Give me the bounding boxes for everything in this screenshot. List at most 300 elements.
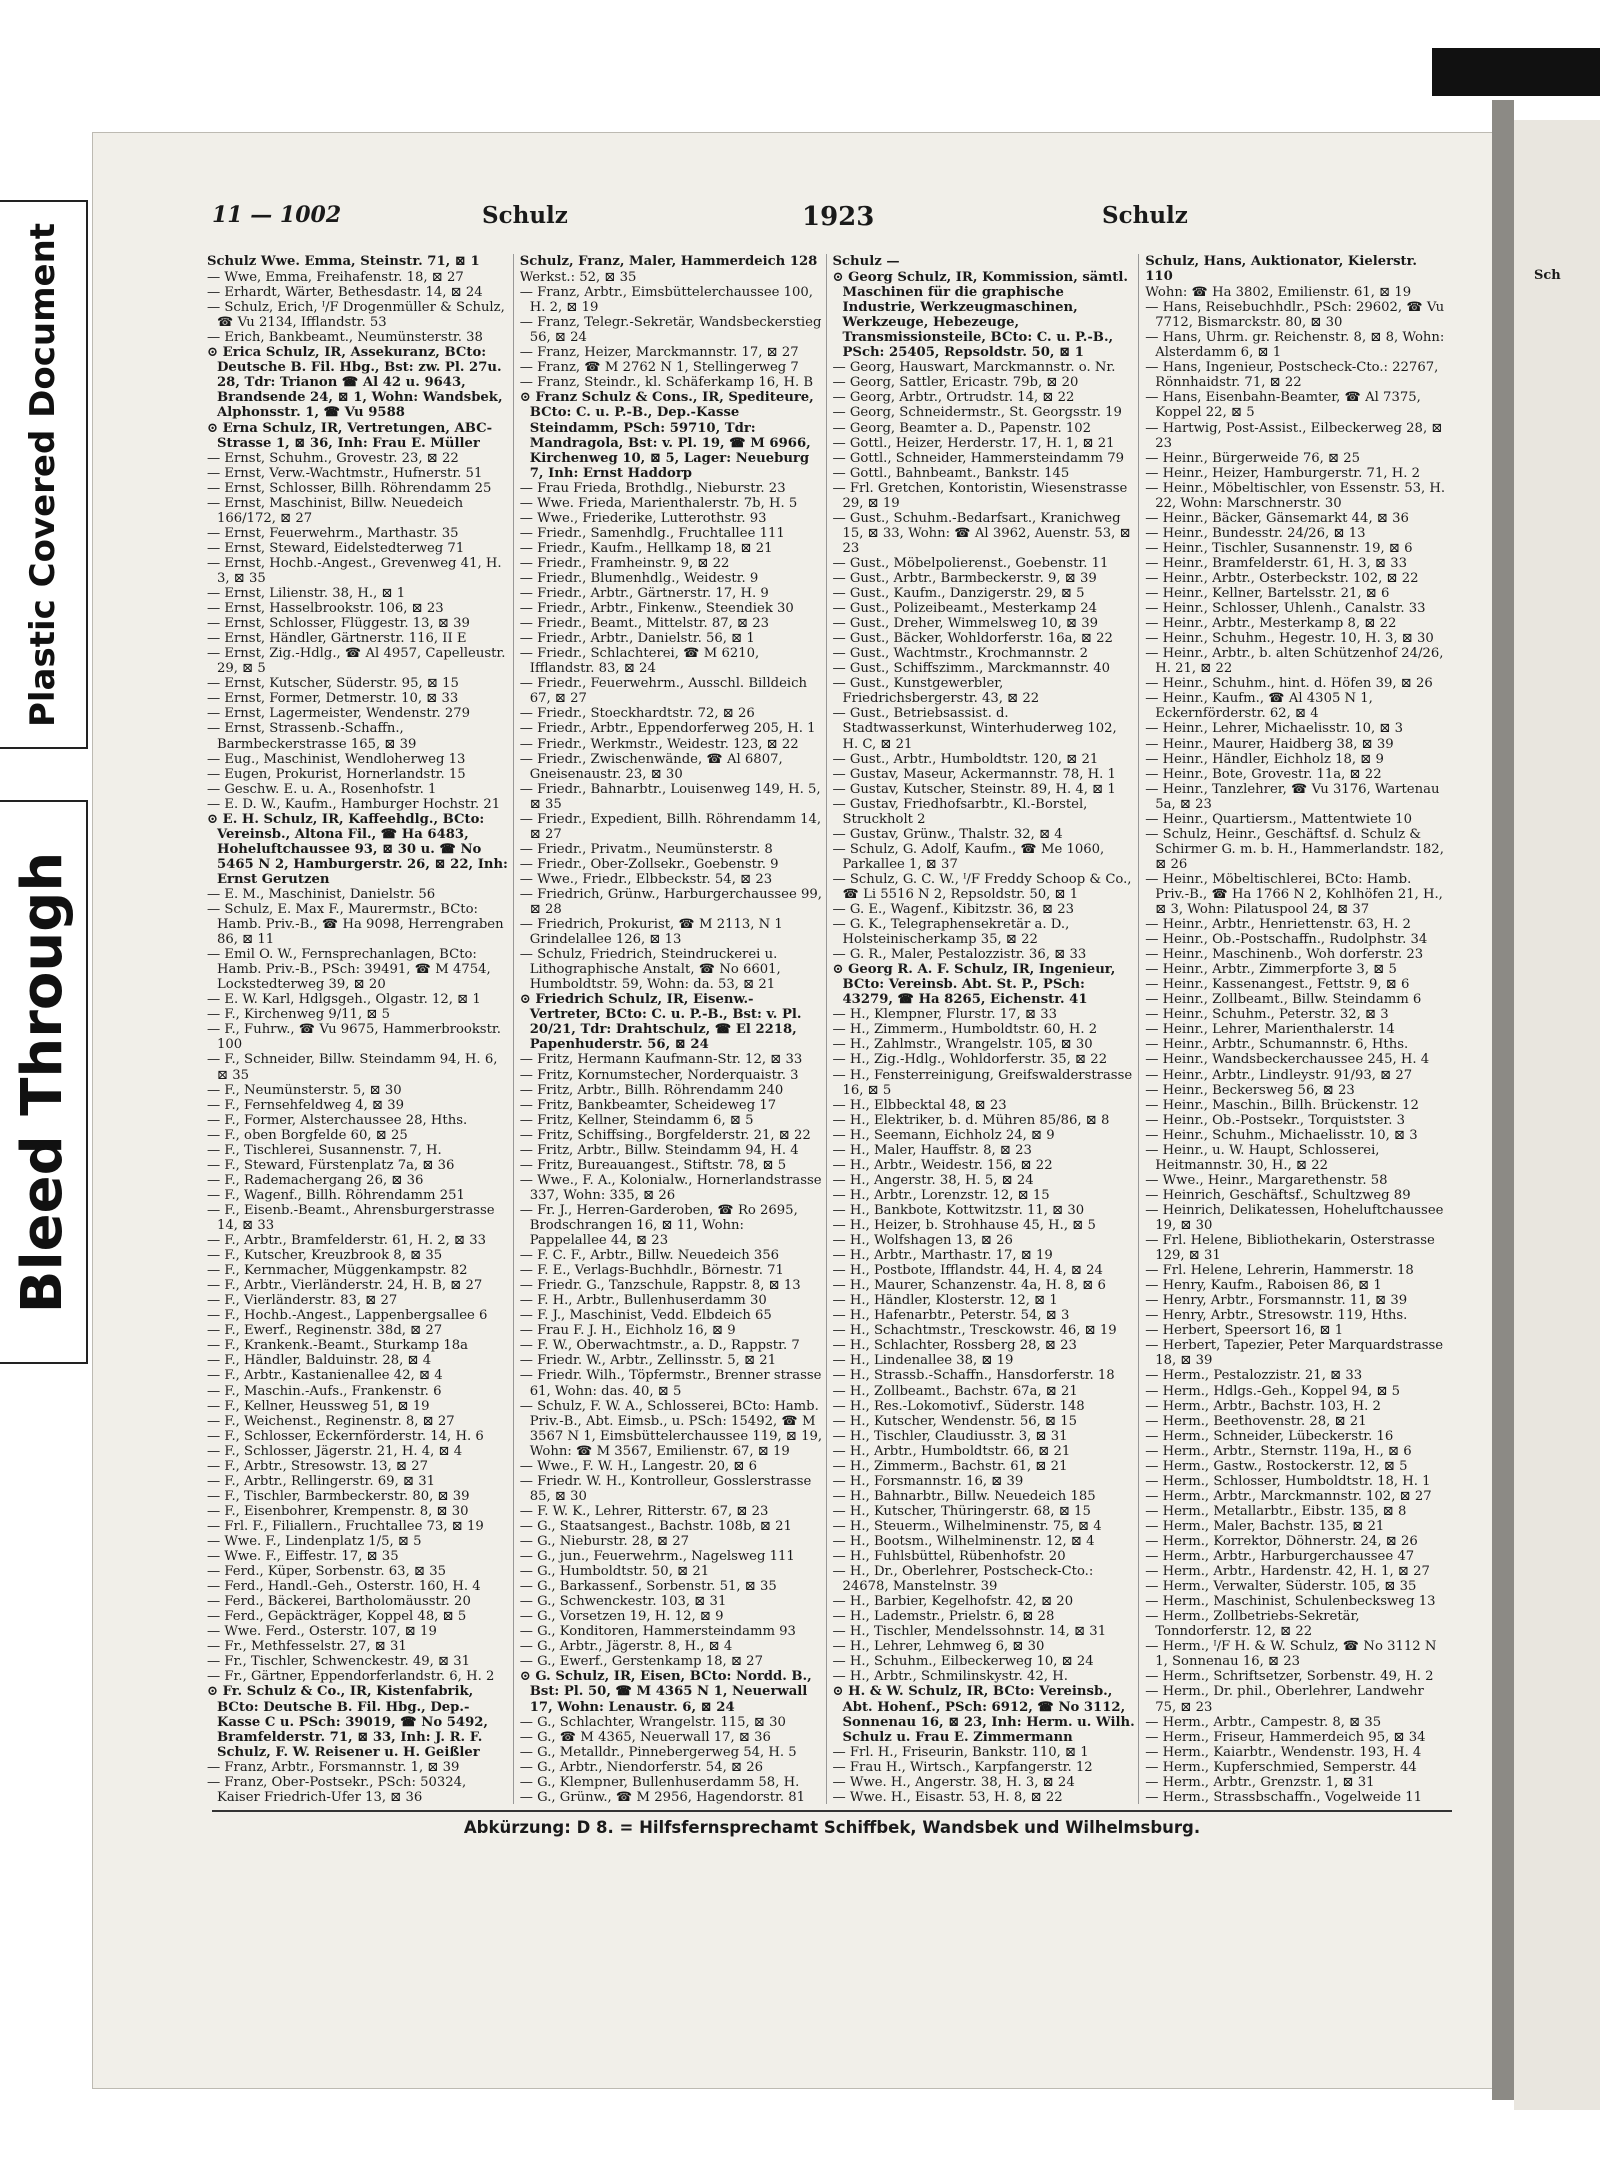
directory-entry: — Ferd., Handl.-Geh., Osterstr. 160, H. 4	[207, 1579, 481, 1595]
directory-entry: — Wwe. Ferd., Osterstr. 107, ⊠ 19	[207, 1624, 437, 1640]
scan-edge-dark-band	[1432, 48, 1600, 96]
directory-entry: — Ferd., Bäckerei, Bartholomäusstr. 20	[207, 1594, 471, 1610]
directory-entry: — Heinr., Bundesstr. 24/26, ⊠ 13	[1145, 525, 1366, 541]
directory-entry: — H., Res.-Lokomotivf., Süderstr. 148	[832, 1398, 1085, 1414]
directory-entry: — H., Kutscher, Wendenstr. 56, ⊠ 15	[832, 1413, 1078, 1429]
directory-entry: — F. E., Verlags-Buchhdlr., Börnestr. 71	[519, 1263, 784, 1279]
directory-entry: — H., Elektriker, b. d. Mühren 85/86, ⊠ 8	[832, 1112, 1110, 1128]
directory-entry: — Herm., Strassbschaffn., Vogelweide 11	[1145, 1789, 1422, 1804]
directory-entry: — Herm., Maler, Bachstr. 135, ⊠ 21	[1145, 1518, 1385, 1534]
directory-entry: — Heinr., Tischler, Susannenstr. 19, ⊠ 6	[1145, 540, 1413, 556]
directory-entry: — Ernst, Maschinist, Billw. Neuedeich 166/172, ⊠ 27	[207, 495, 464, 526]
directory-entry: — Heinr., Bäcker, Gänsemarkt 44, ⊠ 36	[1145, 510, 1409, 526]
directory-entry: — Hans, Ingenieur, Postscheck-Cto.: 22767, Rönnhaidstr. 71, ⊠ 22	[1145, 360, 1439, 391]
directory-entry: — Heinr., Maschinenb., Woh dorferstr. 23	[1145, 947, 1424, 963]
directory-entry: — Heinr., Möbeltischlerei, BCto: Hamb. Priv.-B., ☎ Ha 1766 N 2, Kohlhöfen 21, H., ⊠ 3, Wohn: Pilatuspool 24, ⊠ 37	[1145, 871, 1443, 918]
directory-entry: — G., Grünw., ☎ M 2956, Hagendorstr. 81	[519, 1789, 806, 1804]
directory-entry: — F., Neumünsterstr. 5, ⊠ 30	[207, 1082, 402, 1098]
directory-entry: — Wwe, Emma, Freihafenstr. 18, ⊠ 27	[207, 270, 464, 286]
directory-entry: — G. E., Wagenf., Kibitzstr. 36, ⊠ 23	[832, 902, 1074, 918]
directory-entry: — Heinr., Ob.-Postsekr., Torquistster. 3	[1145, 1112, 1406, 1128]
directory-entry: — Franz, Arbtr., Eimsbüttelerchaussee 100, H. 2, ⊠ 19	[519, 285, 813, 316]
directory-entry: — Hans, Uhrm. gr. Reichenstr. 8, ⊠ 8, Wohn: Alsterdamm 6, ⊠ 1	[1145, 330, 1445, 361]
directory-entry: — Herm., Zollbetriebs-Sekretär, Tonndorferstr. 12, ⊠ 22	[1145, 1609, 1360, 1640]
directory-entry: — F., Tischlerei, Susannenstr. 7, H.	[207, 1142, 442, 1158]
directory-entry: — Schulz, Erich, ᴵ/F Drogenmüller & Schulz, ☎ Vu 2134, Ifflandstr. 53	[207, 300, 505, 331]
directory-entry: — Heinr., Tanzlehrer, ☎ Vu 3176, Wartenau 5a, ⊠ 23	[1145, 781, 1440, 812]
directory-entry: — Friedr., Framheinstr. 9, ⊠ 22	[519, 555, 730, 571]
directory-entry: — F. H., Arbtr., Bullenhuserdamm 30	[519, 1293, 767, 1309]
directory-entry: — Wwe. H., Eisastr. 53, H. 8, ⊠ 22	[832, 1789, 1063, 1804]
directory-entry: — Gustav, Friedhofsarbtr., Kl.-Borstel, Struckholt 2	[832, 796, 1088, 827]
directory-entry: — Wwe. F., Lindenplatz 1/5, ⊠ 5	[207, 1533, 422, 1549]
directory-entry: — F., Steward, Fürstenplatz 7a, ⊠ 36	[207, 1157, 455, 1173]
directory-entry: — Heinr., Arbtr., Zimmerpforte 3, ⊠ 5	[1145, 962, 1397, 978]
directory-entry: — Herm., Gastw., Rostockerstr. 12, ⊠ 5	[1145, 1458, 1408, 1474]
directory-entry: — Friedr. W. H., Kontrolleur, Gosslerstrasse 85, ⊠ 30	[519, 1473, 812, 1504]
directory-entry: — F., Fernsehfeldweg 4, ⊠ 39	[207, 1097, 405, 1113]
directory-entry: — H., Zimmerm., Humboldtstr. 60, H. 2	[832, 1022, 1098, 1038]
directory-entry: — Heinr., Händler, Eichholz 18, ⊠ 9	[1145, 751, 1384, 767]
directory-entry: — Heinr., Bürgerweide 76, ⊠ 25	[1145, 450, 1361, 466]
directory-entry: — Georg, Hauswart, Marckmannstr. o. Nr.	[832, 360, 1116, 376]
directory-entry: — Friedr., Beamt., Mittelstr. 87, ⊠ 23	[519, 616, 770, 632]
directory-entry: — Heinr., Maurer, Haidberg 38, ⊠ 39	[1145, 736, 1394, 752]
directory-entry: — F., Tischler, Barmbeckerstr. 80, ⊠ 39	[207, 1488, 470, 1504]
directory-entry: — H., Arbtr., Lorenzstr. 12, ⊠ 15	[832, 1187, 1050, 1203]
scan-label-plastic-text: Plastic Covered Document	[23, 222, 64, 727]
directory-entry: — Friedr., Arbtr., Gärtnerstr. 17, H. 9	[519, 586, 769, 602]
directory-entry: — G., Metalldr., Pinnebergerweg 54, H. 5	[519, 1744, 797, 1760]
head-year: 1923	[802, 202, 875, 232]
directory-entry: — Georg, Arbtr., Ortrudstr. 14, ⊠ 22	[832, 390, 1075, 406]
directory-entry: Werkst.: 52, ⊠ 35	[519, 270, 637, 286]
directory-entry: — F., Krankenk.-Beamt., Sturkamp 18a	[207, 1338, 468, 1354]
directory-entry: — Ernst, Strassenb.-Schaffn., Barmbeckerstrasse 165, ⊠ 39	[207, 721, 417, 752]
directory-entry: — F., Arbtr., Kastanienallee 42, ⊠ 4	[207, 1368, 443, 1384]
directory-entry: — Hartwig, Post-Assist., Eilbeckerweg 28, ⊠ 23	[1145, 420, 1443, 451]
directory-entry: — Ernst, Steward, Eidelstedterweg 71	[207, 540, 465, 556]
directory-entry: — Herm., Maschinist, Schulenbecksweg 13	[1145, 1594, 1436, 1610]
firm-entry: ⊙ H. & W. Schulz, IR, BCto: Vereinsb., Abt. Hohenf., PSch: 6912, ☎ No 3112, Sonnenau 16, ⊠ 23, Inh: Herm. u. Wilh. Schulz u. Frau E. Zimmermann	[832, 1684, 1135, 1745]
directory-entry: — Hans, Reisebuchhdlr., PSch: 29602, ☎ Vu 7712, Bismarckstr. 80, ⊠ 30	[1145, 300, 1445, 331]
directory-entry: — H., Wolfshagen 13, ⊠ 26	[832, 1233, 1013, 1249]
directory-entry: — Georg, Sattler, Ericastr. 79b, ⊠ 20	[832, 375, 1079, 391]
directory-entry: — Franz, ☎ M 2762 N 1, Stellingerweg 7	[519, 360, 799, 376]
column-head-entry: Schulz, Franz, Maler, Hammerdeich 128	[519, 254, 818, 269]
directory-entry: — Schulz, G. Adolf, Kaufm., ☎ Me 1060, Parkallee 1, ⊠ 37	[832, 841, 1105, 872]
directory-entry: — Fr., Gärtner, Eppendorferlandstr. 6, H. 2	[207, 1669, 495, 1685]
directory-entry: — Heinr., Lehrer, Marienthalerstr. 14	[1145, 1022, 1395, 1038]
directory-entry: — Fritz, Arbtr., Billh. Röhrendamm 240	[519, 1082, 784, 1098]
directory-entry: — Friedr., Blumenhdlg., Weidestr. 9	[519, 570, 759, 586]
directory-entry: — Heinr., Arbtr., Schumannstr. 6, Hths.	[1145, 1037, 1409, 1053]
directory-entry: — F., Kernmacher, Müggenkampstr. 82	[207, 1263, 468, 1279]
directory-entry: — F. C. F., Arbtr., Billw. Neuedeich 356	[519, 1248, 780, 1264]
firm-entry: ⊙ Erna Schulz, IR, Vertretungen, ABC-Strasse 1, ⊠ 36, Inh: Frau E. Müller	[207, 420, 493, 451]
directory-entry: — Gottl., Bahnbeamt., Bankstr. 145	[832, 465, 1070, 481]
directory-entry: — Heinr., Schlosser, Uhlenh., Canalstr. 33	[1145, 601, 1426, 617]
directory-entry: — H., Schuhm., Eilbeckerweg 10, ⊠ 24	[832, 1654, 1094, 1670]
directory-entry: — H., Strassb.-Schaffn., Hansdorferstr. 18	[832, 1368, 1115, 1384]
directory-entry: — H., Zollbeamt., Bachstr. 67a, ⊠ 21	[832, 1383, 1078, 1399]
directory-entry: — Gustav, Maseur, Ackermannstr. 78, H. 1	[832, 766, 1116, 782]
directory-entry: — F., Vierländerstr. 83, ⊠ 27	[207, 1293, 398, 1309]
directory-entry: — Herm., Arbtr., Harburgerchaussee 47	[1145, 1549, 1415, 1565]
directory-entry: — Heinr., u. W. Haupt, Schlosserei, Heitmannstr. 30, H., ⊠ 22	[1145, 1142, 1380, 1173]
directory-entry: — Heinr., Arbtr., b. alten Schützenhof 24/26, H. 21, ⊠ 22	[1145, 646, 1444, 677]
directory-entry: — Herm., Korrektor, Döhnerstr. 24, ⊠ 26	[1145, 1533, 1418, 1549]
firm-entry: ⊙ G. Schulz, IR, Eisen, BCto: Nordd. B., Bst: Pl. 50, ☎ M 4365 N 1, Neuerwall 17, Wohn: Lenaustr. 6, ⊠ 24	[519, 1669, 812, 1715]
directory-entry: — Frau Frieda, Brothdlg., Nieburstr. 23	[519, 480, 786, 496]
directory-entry: — H., Schachtmstr., Tresckowstr. 46, ⊠ 19	[832, 1323, 1117, 1339]
directory-entry: — F., Schlosser, Jägerstr. 21, H. 4, ⊠ 4	[207, 1443, 463, 1459]
directory-entry: — Heinr., Kaufm., ☎ Al 4305 N 1, Eckernförderstr. 62, ⊠ 4	[1145, 691, 1373, 722]
directory-entry: — Herm., Schlosser, Humboldtstr. 18, H. 1	[1145, 1473, 1431, 1489]
directory-entry: — Heinr., Bramfelderstr. 61, H. 3, ⊠ 33	[1145, 555, 1408, 571]
directory-entry: — Gust., Kaufm., Danzigerstr. 29, ⊠ 5	[832, 586, 1085, 602]
directory-entry: — G., Arbtr., Niendorferstr. 54, ⊠ 26	[519, 1759, 763, 1775]
directory-entry: — Heinr., Kellner, Bartelsstr. 21, ⊠ 6	[1145, 586, 1390, 602]
directory-entry: — Heinr., Arbtr., Mesterkamp 8, ⊠ 22	[1145, 616, 1397, 632]
directory-entry: — Franz, Ober-Postsekr., PSch: 50324, Kaiser Friedrich-Ufer 13, ⊠ 36	[207, 1774, 467, 1804]
directory-entry: — Herm., Friseur, Hammerdeich 95, ⊠ 34	[1145, 1729, 1426, 1745]
directory-entry: — H., Postbote, Ifflandstr. 44, H. 4, ⊠ 24	[832, 1263, 1103, 1279]
directory-entry: — Geschw. E. u. A., Rosenhofstr. 1	[207, 781, 437, 797]
column-head-entry: Schulz Wwe. Emma, Steinstr. 71, ⊠ 1	[207, 254, 480, 269]
directory-entry: — Ferd., Küper, Sorbenstr. 63, ⊠ 35	[207, 1564, 446, 1580]
directory-entry: — Wwe., Friedr., Elbbeckstr. 54, ⊠ 23	[519, 871, 773, 887]
directory-entry: — Franz, Arbtr., Forsmannstr. 1, ⊠ 39	[207, 1759, 460, 1775]
directory-entry: — G., Schlachter, Wrangelstr. 115, ⊠ 30	[519, 1714, 786, 1730]
directory-entry: — Herm., Arbtr., Marckmannstr. 102, ⊠ 27	[1145, 1488, 1432, 1504]
directory-entry: — H., Klempner, Flurstr. 17, ⊠ 33	[832, 1007, 1057, 1023]
directory-entry: — Wwe. F., Eiffestr. 17, ⊠ 35	[207, 1549, 399, 1565]
directory-entry: — Gust., Arbtr., Humboldtstr. 120, ⊠ 21	[832, 751, 1099, 767]
directory-entry: — Heinr., Arbtr., Henriettenstr. 63, H. 2	[1145, 917, 1411, 933]
directory-entry: — Erhardt, Wärter, Bethesdastr. 14, ⊠ 24	[207, 285, 483, 301]
directory-entry: — Herm., Arbtr., Sternstr. 119a, H., ⊠ 6	[1145, 1443, 1412, 1459]
directory-entry: — H., Angerstr. 38, H. 5, ⊠ 24	[832, 1172, 1034, 1188]
directory-entry: — G., Schwenckestr. 103, ⊠ 31	[519, 1594, 727, 1610]
directory-entry: — Heinr., Zollbeamt., Billw. Steindamm 6	[1145, 992, 1422, 1008]
directory-entry: — Friedr., Arbtr., Finkenw., Steendiek 30	[519, 601, 794, 617]
directory-entry: — Frl. Gretchen, Kontoristin, Wiesenstrasse 29, ⊠ 19	[832, 480, 1128, 511]
directory-entry: — Ernst, Schuhm., Grovestr. 23, ⊠ 22	[207, 450, 459, 466]
directory-entry: — Frl. Helene, Bibliothekarin, Osterstrasse 129, ⊠ 31	[1145, 1233, 1435, 1264]
head-word-left: Schulz	[482, 202, 568, 229]
scan-label-bleed-text: Bleed Through	[10, 851, 76, 1313]
directory-entry: — Ernst, Lilienstr. 38, H., ⊠ 1	[207, 586, 406, 602]
directory-entry: — Friedr., Privatm., Neumünsterstr. 8	[519, 841, 773, 857]
directory-entry: — Heinr., Ob.-Postschaffn., Rudolphstr. 34	[1145, 932, 1428, 948]
directory-column	[207, 254, 514, 1804]
directory-entry: — Gust., Arbtr., Barmbeckerstr. 9, ⊠ 39	[832, 570, 1097, 586]
directory-entry: — G., Barkassenf., Sorbenstr. 51, ⊠ 35	[519, 1579, 777, 1595]
directory-entry: — F., Fuhrw., ☎ Vu 9675, Hammerbrookstr. 100	[207, 1022, 501, 1053]
adjacent-page-fragment: Sch	[1534, 268, 1561, 283]
scan-label-bleed	[0, 800, 88, 1364]
directory-entry: — Ernst, Verw.-Wachtmstr., Hufnerstr. 51	[207, 465, 483, 481]
directory-entry: — Herm., Arbtr., Grenzstr. 1, ⊠ 31	[1145, 1774, 1375, 1790]
directory-entry: — F., Eisenb.-Beamt., Ahrensburgerstrasse 14, ⊠ 33	[207, 1202, 495, 1233]
directory-entry: — Herm., Pestalozzistr. 21, ⊠ 33	[1145, 1368, 1363, 1384]
directory-entry: — Friedrich, Grünw., Harburgerchaussee 99, ⊠ 28	[519, 886, 822, 918]
directory-entry: — H., Maurer, Schanzenstr. 4a, H. 8, ⊠ 6	[832, 1278, 1106, 1294]
directory-entry: — Fritz, Arbtr., Billw. Steindamm 94, H. 4	[519, 1142, 799, 1158]
directory-column	[520, 254, 827, 1804]
directory-entry: — Ernst, Hochb.-Angest., Grevenweg 41, H. 3, ⊠ 35	[207, 555, 502, 586]
directory-entry: — F., Kellner, Heussweg 51, ⊠ 19	[207, 1398, 430, 1414]
directory-entry: — Friedr. G., Tanzschule, Rappstr. 8, ⊠ 13	[519, 1278, 801, 1294]
directory-entry: — G., Klempner, Bullenhuserdamm 58, H.	[519, 1774, 800, 1790]
directory-column	[833, 254, 1140, 1804]
directory-entry: — Ernst, Zig.-Hdlg., ☎ Al 4957, Capelleustr. 29, ⊠ 5	[207, 646, 506, 677]
directory-entry: — H., Arbtr., Schmilinskystr. 42, H.	[832, 1669, 1068, 1685]
column-head-entry: Schulz —	[832, 254, 900, 269]
directory-entry: — Heinr., Maschin., Billh. Brückenstr. 12	[1145, 1097, 1419, 1113]
directory-entry: — Gust., Polizeibeamt., Mesterkamp 24	[832, 601, 1097, 617]
directory-entry: — Frau H., Wirtsch., Karpfangerstr. 12	[832, 1759, 1093, 1775]
directory-entry: — H., Tischler, Mendelssohnstr. 14, ⊠ 31	[832, 1624, 1107, 1640]
directory-entry: — F., Rademachergang 26, ⊠ 36	[207, 1172, 424, 1188]
directory-entry: — E. D. W., Kaufm., Hamburger Hochstr. 21	[207, 796, 501, 812]
directory-entry: — F., Schlosser, Eckernförderstr. 14, H. 6	[207, 1428, 484, 1444]
directory-entry: — Friedr., Bahnarbtr., Louisenweg 149, H. 5, ⊠ 35	[519, 781, 821, 812]
directory-entry: — Heinr., Schuhm., Peterstr. 32, ⊠ 3	[1145, 1007, 1389, 1023]
book-spine	[1492, 100, 1514, 2100]
directory-entry: — Ernst, Händler, Gärtnerstr. 116, II E	[207, 631, 467, 647]
directory-entry: — H., Händler, Klosterstr. 12, ⊠ 1	[832, 1293, 1058, 1309]
directory-entry: — Heinr., Lehrer, Michaelisstr. 10, ⊠ 3	[1145, 721, 1404, 737]
directory-entry: — Heinr., Kassenangest., Fettstr. 9, ⊠ 6	[1145, 977, 1410, 993]
directory-entry: — G. R., Maler, Pestalozzistr. 36, ⊠ 33	[832, 947, 1087, 963]
firm-entry: ⊙ Erica Schulz, IR, Assekuranz, BCto: Deutsche B. Fil. Hbg., Bst: zw. Pl. 27u. 28, Tdr: Trianon ☎ Al 42 u. 9643, Brandsende 24, ⊠ 1, Wohn: Wandsbek, Alphonsstr. 1, ☎ Vu 9588	[207, 345, 503, 421]
directory-entry: — G., Nieburstr. 28, ⊠ 27	[519, 1533, 690, 1549]
directory-columns	[207, 254, 1451, 1804]
directory-entry: — G. K., Telegraphensekretär a. D., Holsteinischerkamp 35, ⊠ 22	[832, 917, 1070, 948]
directory-entry: — Hans, Eisenbahn-Beamter, ☎ Al 7375, Koppel 22, ⊠ 5	[1145, 390, 1421, 421]
directory-entry: — Fr. J., Herren-Garderoben, ☎ Ro 2695, Brodschrangen 16, ⊠ 11, Wohn: Pappelallee 44, ⊠ 23	[519, 1202, 798, 1249]
directory-entry: — Heinr., Bote, Grovestr. 11a, ⊠ 22	[1145, 766, 1382, 782]
directory-entry: — Heinrich, Delikatessen, Hoheluftchaussee 19, ⊠ 30	[1145, 1202, 1444, 1233]
directory-entry: — H., Arbtr., Humboldtstr. 66, ⊠ 21	[832, 1443, 1071, 1459]
directory-entry: — F., Weichenst., Reginenstr. 8, ⊠ 27	[207, 1413, 455, 1429]
directory-entry: — Frl. Helene, Lehrerin, Hammerstr. 18	[1145, 1263, 1414, 1279]
directory-entry: — Ernst, Feuerwehrm., Marthastr. 35	[207, 525, 459, 541]
directory-entry: — F., Wagenf., Billh. Röhrendamm 251	[207, 1187, 465, 1203]
directory-entry: — Fritz, Kellner, Steindamm 6, ⊠ 5	[519, 1112, 754, 1128]
firm-entry: ⊙ Franz Schulz & Cons., IR, Spediteure, BCto: C. u. P.-B., Dep.-Kasse Steindamm, PSch: 59710, Tdr: Mandragola, Bst: v. Pl. 19, ☎ M 6966, Kirchenweg 10, ⊠ 5, Lager: Neueburg 7, Inh: Ernst Haddorp	[519, 390, 814, 481]
directory-entry: — Wwe., Friederike, Lutterothstr. 93	[519, 510, 767, 526]
directory-entry: — Schulz, G. C. W., ᴵ/F Freddy Schoop & Co., ☎ Li 5516 N 2, Repsoldstr. 50, ⊠ 1	[832, 871, 1132, 902]
running-head	[212, 202, 1452, 236]
directory-entry: — Friedr., Zwischenwände, ☎ Al 6807, Gneisenaustr. 23, ⊠ 30	[519, 751, 783, 782]
directory-entry: — Herm., Schriftsetzer, Sorbenstr. 49, H. 2	[1145, 1669, 1434, 1685]
directory-entry: — Henry, Arbtr., Forsmannstr. 11, ⊠ 39	[1145, 1293, 1408, 1309]
directory-entry: — H., Elbbecktal 48, ⊠ 23	[832, 1097, 1007, 1113]
directory-entry: — Friedr., Arbtr., Danielstr. 56, ⊠ 1	[519, 631, 755, 647]
directory-entry: — Friedr. Wilh., Töpfermstr., Brenner strasse 61, Wohn: das. 40, ⊠ 5	[519, 1368, 822, 1399]
directory-entry: — Friedr., Arbtr., Eppendorferweg 205, H. 1	[519, 721, 816, 737]
directory-entry: — Friedr., Samenhdlg., Fruchtallee 111	[519, 525, 785, 541]
directory-entry: — H., Schlachter, Rossberg 28, ⊠ 23	[832, 1338, 1077, 1354]
directory-entry: — F. W. K., Lehrer, Ritterstr. 67, ⊠ 23	[519, 1503, 769, 1519]
directory-entry: — Gottl., Heizer, Herderstr. 17, H. 1, ⊠ 21	[832, 435, 1115, 451]
directory-entry: — Heinr., Heizer, Hamburgerstr. 71, H. 2	[1145, 465, 1420, 481]
directory-entry: — H., Seemann, Eichholz 24, ⊠ 9	[832, 1127, 1055, 1143]
directory-entry: — Heinr., Beckersweg 56, ⊠ 23	[1145, 1082, 1355, 1098]
directory-entry: — Erich, Bankbeamt., Neumünsterstr. 38	[207, 330, 483, 346]
directory-entry: — Gustav, Kutscher, Steinstr. 89, H. 4, ⊠ 1	[832, 781, 1116, 797]
directory-entry: — Gust., Schuhm.-Bedarfsart., Kranichweg 15, ⊠ 33, Wohn: ☎ Al 3962, Auenstr. 53, ⊠ 23	[832, 510, 1131, 556]
directory-entry: — H., Lehrer, Lehmweg 6, ⊠ 30	[832, 1639, 1045, 1655]
directory-entry: — Georg, Beamter a. D., Papenstr. 102	[832, 420, 1092, 436]
directory-entry: — G., Ewerf., Gerstenkamp 18, ⊠ 27	[519, 1654, 763, 1670]
directory-entry: — Herbert, Speersort 16, ⊠ 1	[1145, 1323, 1344, 1339]
directory-entry: — Herm., Hdlgs.-Geh., Koppel 94, ⊠ 5	[1145, 1383, 1401, 1399]
directory-entry: — H., Barbier, Kegelhofstr. 42, ⊠ 20	[832, 1594, 1074, 1610]
directory-entry: — H., Lindenallee 38, ⊠ 19	[832, 1353, 1014, 1369]
directory-entry: — Friedr., Expedient, Billh. Röhrendamm 14, ⊠ 27	[519, 811, 822, 842]
directory-entry: — Gust., Wachtmstr., Krochmannstr. 2	[832, 646, 1089, 662]
directory-entry: — Friedr., Schlachterei, ☎ M 6210, Ifflandstr. 83, ⊠ 24	[519, 646, 760, 677]
directory-entry: — F., Kutscher, Kreuzbrook 8, ⊠ 35	[207, 1248, 443, 1264]
directory-entry: — H., Dr., Oberlehrer, Postscheck-Cto.: 24678, Manstelnstr. 39	[832, 1564, 1094, 1595]
directory-entry: — G., Humboldtstr. 50, ⊠ 21	[519, 1564, 710, 1580]
directory-entry: — Gottl., Schneider, Hammersteindamm 79	[832, 450, 1125, 466]
directory-entry: — Gust., Möbelpolierenst., Goebenstr. 11	[832, 555, 1109, 571]
directory-entry: — Friedr., Feuerwehrm., Ausschl. Billdeich 67, ⊠ 27	[519, 676, 808, 707]
directory-entry: — Ernst, Former, Detmerstr. 10, ⊠ 33	[207, 691, 459, 707]
directory-entry: — Herm., Verwalter, Süderstr. 105, ⊠ 35	[1145, 1579, 1417, 1595]
directory-entry: — Frl. F., Filiallern., Fruchtallee 73, ⊠ 19	[207, 1518, 484, 1534]
directory-entry: — Herm., Arbtr., Bachstr. 103, H. 2	[1145, 1398, 1381, 1414]
directory-entry: — H., Heizer, b. Strohhause 45, H., ⊠ 5	[832, 1218, 1096, 1233]
directory-entry: — Friedr., Stoeckhardtstr. 72, ⊠ 26	[519, 706, 755, 722]
firm-entry: ⊙ E. H. Schulz, IR, Kaffeehdlg., BCto: Vereinsb., Altona Fil., ☎ Ha 6483, Hoheluftchaussee 93, ⊠ 30 u. ☎ No 5465 N 2, Hamburgerstr. 26, ⊠ 22, Inh: Ernst Gerutzen	[207, 811, 508, 887]
directory-entry: — Heinr., Quartiersm., Mattentwiete 10	[1145, 811, 1412, 827]
directory-entry: — Fr., Tischler, Schwenckestr. 49, ⊠ 31	[207, 1654, 471, 1670]
directory-entry: — Fritz, Bankbeamter, Scheideweg 17	[519, 1097, 777, 1113]
directory-entry: — Herm., Arbtr., Campestr. 8, ⊠ 35	[1145, 1714, 1382, 1730]
directory-entry: — H., Zahlmstr., Wrangelstr. 105, ⊠ 30	[832, 1037, 1093, 1053]
directory-entry: — Frl. H., Friseurin, Bankstr. 110, ⊠ 1	[832, 1744, 1089, 1760]
directory-entry: — F., Händler, Balduinstr. 28, ⊠ 4	[207, 1353, 432, 1369]
page-number: 11 — 1002	[212, 202, 342, 228]
directory-entry: — F., Arbtr., Vierländerstr. 24, H. B, ⊠ 27	[207, 1278, 483, 1294]
directory-entry: — Herm., Kaiarbtr., Wendenstr. 193, H. 4	[1145, 1744, 1422, 1760]
directory-entry: — Wwe., Heinr., Margarethenstr. 58	[1145, 1172, 1388, 1188]
directory-entry: — Schulz, E. Max F., Maurermstr., BCto: Hamb. Priv.-B., ☎ Ha 9098, Herrengraben 86, ⊠ 11	[207, 902, 504, 948]
directory-entry: — Herbert, Tapezier, Peter Marquardstrasse 18, ⊠ 39	[1145, 1338, 1444, 1369]
directory-entry: — Friedr., Kaufm., Hellkamp 18, ⊠ 21	[519, 540, 773, 556]
directory-entry: — F., Ewerf., Reginenstr. 38d, ⊠ 27	[207, 1323, 443, 1339]
directory-entry: — Eug., Maschinist, Wendloherweg 13	[207, 751, 466, 767]
directory-entry: — H., Arbtr., Marthastr. 17, ⊠ 19	[832, 1248, 1053, 1264]
directory-entry: — G., Vorsetzen 19, H. 12, ⊠ 9	[519, 1609, 724, 1625]
directory-entry: — F., Eisenbohrer, Krempenstr. 8, ⊠ 30	[207, 1503, 469, 1519]
directory-entry: — H., Steuerm., Wilhelminenstr. 75, ⊠ 4	[832, 1518, 1102, 1534]
directory-entry: — Frau F. J. H., Eichholz 16, ⊠ 9	[519, 1323, 736, 1339]
directory-entry: — Gust., Betriebsassist. d. Stadtwasserkunst, Winterhuderweg 102, H. C, ⊠ 21	[832, 706, 1117, 752]
firm-entry: ⊙ Georg Schulz, IR, Kommission, sämtl. Maschinen für die graphische Industrie, Werkzeugmaschinen, Werkzeuge, Hebezeuge, Transmissionsteile, BCto: C. u. P.-B., PSch: 25405, Repsoldstr. 50, ⊠ 1	[832, 270, 1128, 361]
directory-entry: — Ernst, Hasselbrookstr. 106, ⊠ 23	[207, 601, 444, 617]
directory-entry: — Gustav, Grünw., Thalstr. 32, ⊠ 4	[832, 826, 1063, 842]
directory-entry: — G., jun., Feuerwehrm., Nagelsweg 111	[519, 1549, 795, 1565]
directory-entry: — H., Forsmannstr. 16, ⊠ 39	[832, 1473, 1024, 1489]
directory-entry: — Franz, Telegr.-Sekretär, Wandsbeckerstieg 56, ⊠ 24	[519, 315, 822, 346]
directory-entry: — H., Bootsm., Wilhelminenstr. 12, ⊠ 4	[832, 1533, 1095, 1549]
directory-entry: — Fritz, Hermann Kaufmann-Str. 12, ⊠ 33	[519, 1052, 803, 1068]
directory-entry: — Eugen, Prokurist, Hornerlandstr. 15	[207, 766, 466, 782]
directory-entry: — Schulz, F. W. A., Schlosserei, BCto: Hamb. Priv.-B., Abt. Eimsb., u. PSch: 15492, ☎ M 3567 N 1, Eimsbüttelerchaussee 119, ⊠ 19, Wohn: ☎ M 3567, Emilienstr. 67, ⊠ 19	[519, 1398, 823, 1459]
directory-entry: — Ferd., Gepäckträger, Koppel 48, ⊠ 5	[207, 1609, 467, 1625]
directory-entry: — Gust., Kunstgewerbler, Friedrichsbergerstr. 43, ⊠ 22	[832, 676, 1040, 707]
directory-entry: — G., Arbtr., Jägerstr. 8, H., ⊠ 4	[519, 1639, 733, 1655]
directory-entry: — Herm., Arbtr., Hardenstr. 42, H. 1, ⊠ 27	[1145, 1564, 1430, 1580]
directory-entry: — Friedr., Werkmstr., Weidestr. 123, ⊠ 22	[519, 736, 799, 752]
directory-entry: — F., Former, Alsterchaussee 28, Hths.	[207, 1112, 468, 1128]
directory-entry: — F. J., Maschinist, Vedd. Elbdeich 65	[519, 1308, 772, 1324]
directory-entry: — Friedr. W., Arbtr., Zellinsstr. 5, ⊠ 21	[519, 1353, 777, 1369]
adjacent-page	[1514, 120, 1600, 2110]
directory-entry: — G., ☎ M 4365, Neuerwall 17, ⊠ 36	[519, 1729, 771, 1745]
directory-entry: — H., Fensterreinigung, Greifswalderstrasse 16, ⊠ 5	[832, 1067, 1133, 1098]
directory-entry: — Herm., Beethovenstr. 28, ⊠ 21	[1145, 1413, 1367, 1429]
column-head-entry: Schulz, Hans, Auktionator, Kielerstr. 110	[1145, 254, 1417, 285]
directory-entry: — F., Arbtr., Stresowstr. 13, ⊠ 27	[207, 1458, 428, 1474]
directory-entry: — F., Arbtr., Bramfelderstr. 61, H. 2, ⊠ 33	[207, 1233, 487, 1249]
firm-entry: ⊙ Fr. Schulz & Co., IR, Kistenfabrik, BCto: Deutsche B. Fil. Hbg., Dep.-Kasse C u. PSch: 39019, ☎ No 5492, Bramfelderstr. 71, ⊠ 33, Inh: J. R. F. Schulz, F. W. Reisener u. H. Geißler	[207, 1684, 489, 1760]
directory-entry: — Georg, Schneidermstr., St. Georgsstr. 19	[832, 405, 1122, 421]
directory-entry: — Wwe., F. A., Kolonialw., Hornerlandstrasse 337, Wohn: 335, ⊠ 26	[519, 1172, 822, 1203]
directory-entry: — Franz, Heizer, Marckmannstr. 17, ⊠ 27	[519, 345, 799, 361]
directory-entry: — F., Schneider, Billw. Steindamm 94, H. 6, ⊠ 35	[207, 1052, 498, 1083]
directory-entry: — Ernst, Schlosser, Flüggestr. 13, ⊠ 39	[207, 616, 470, 632]
directory-entry: — Herm., ᴵ/F H. & W. Schulz, ☎ No 3112 N 1, Sonnenau 16, ⊠ 23	[1145, 1639, 1437, 1670]
directory-entry: — H., Fuhlsbüttel, Rübenhofstr. 20	[832, 1549, 1066, 1565]
directory-entry: — Herm., Dr. phil., Oberlehrer, Landwehr 75, ⊠ 23	[1145, 1684, 1424, 1715]
directory-entry: — F., Hochb.-Angest., Lappenbergsallee 6	[207, 1308, 488, 1324]
directory-entry: — Heinr., Arbtr., Lindleystr. 91/93, ⊠ 27	[1145, 1067, 1413, 1083]
directory-entry: — H., Hafenarbtr., Peterstr. 54, ⊠ 3	[832, 1308, 1070, 1324]
directory-entry: — Henry, Arbtr., Stresowstr. 119, Hths.	[1145, 1308, 1408, 1324]
directory-entry: — H., Bahnarbtr., Billw. Neuedeich 185	[832, 1488, 1096, 1504]
directory-entry: — G., Konditoren, Hammersteindamm 93	[519, 1624, 796, 1640]
directory-entry: — Fritz, Kornumstecher, Norderquaistr. 3	[519, 1067, 799, 1083]
directory-entry: — Herm., Kupferschmied, Semperstr. 44	[1145, 1759, 1417, 1775]
directory-entry: — Henry, Kaufm., Raboisen 86, ⊠ 1	[1145, 1278, 1382, 1294]
directory-entry: — H., Zimmerm., Bachstr. 61, ⊠ 21	[832, 1458, 1068, 1474]
directory-entry: — Ernst, Kutscher, Süderstr. 95, ⊠ 15	[207, 676, 459, 692]
directory-entry: — Fritz, Bureauangest., Stiftstr. 78, ⊠ 5	[519, 1157, 787, 1173]
directory-entry: — F., Arbtr., Rellingerstr. 69, ⊠ 31	[207, 1473, 435, 1489]
scan-label-plastic	[0, 200, 88, 749]
directory-entry: — Fritz, Schiffsing., Borgfelderstr. 21, ⊠ 22	[519, 1127, 811, 1143]
firm-entry: ⊙ Georg R. A. F. Schulz, IR, Ingenieur, BCto: Vereinsb. Abt. St. P., PSch: 43279, ☎ Ha 8265, Eichenstr. 41	[832, 962, 1116, 1008]
directory-entry: — Herm., Metallarbtr., Eibstr. 135, ⊠ 8	[1145, 1503, 1407, 1519]
firm-entry: ⊙ Friedrich Schulz, IR, Eisenw.-Vertreter, BCto: C. u. P.-B., Bst: v. Pl. 20/21, Tdr: Drahtschulz, ☎ El 2218, Papenhuderstr. 56, ⊠ 24	[519, 992, 802, 1053]
directory-entry: — F., Maschin.-Aufs., Frankenstr. 6	[207, 1383, 442, 1399]
directory-entry: — H., Zig.-Hdlg., Wohldorferstr. 35, ⊠ 22	[832, 1052, 1108, 1068]
directory-entry: — Heinr., Schuhm., hint. d. Höfen 39, ⊠ 26	[1145, 676, 1433, 692]
abbreviation-footer: Abkürzung: D 8. = Hilfsfernsprechamt Schiffbek, Wandsbek und Wilhelmsburg.	[212, 1810, 1452, 1848]
directory-entry: — F., Kirchenweg 9/11, ⊠ 5	[207, 1007, 390, 1023]
directory-entry: Wohn: ☎ Ha 3802, Emilienstr. 61, ⊠ 19	[1145, 285, 1412, 301]
directory-entry: — Heinr., Schuhm., Michaelisstr. 10, ⊠ 3	[1145, 1127, 1418, 1143]
directory-entry: — Heinr., Arbtr., Osterbeckstr. 102, ⊠ 22	[1145, 570, 1419, 586]
